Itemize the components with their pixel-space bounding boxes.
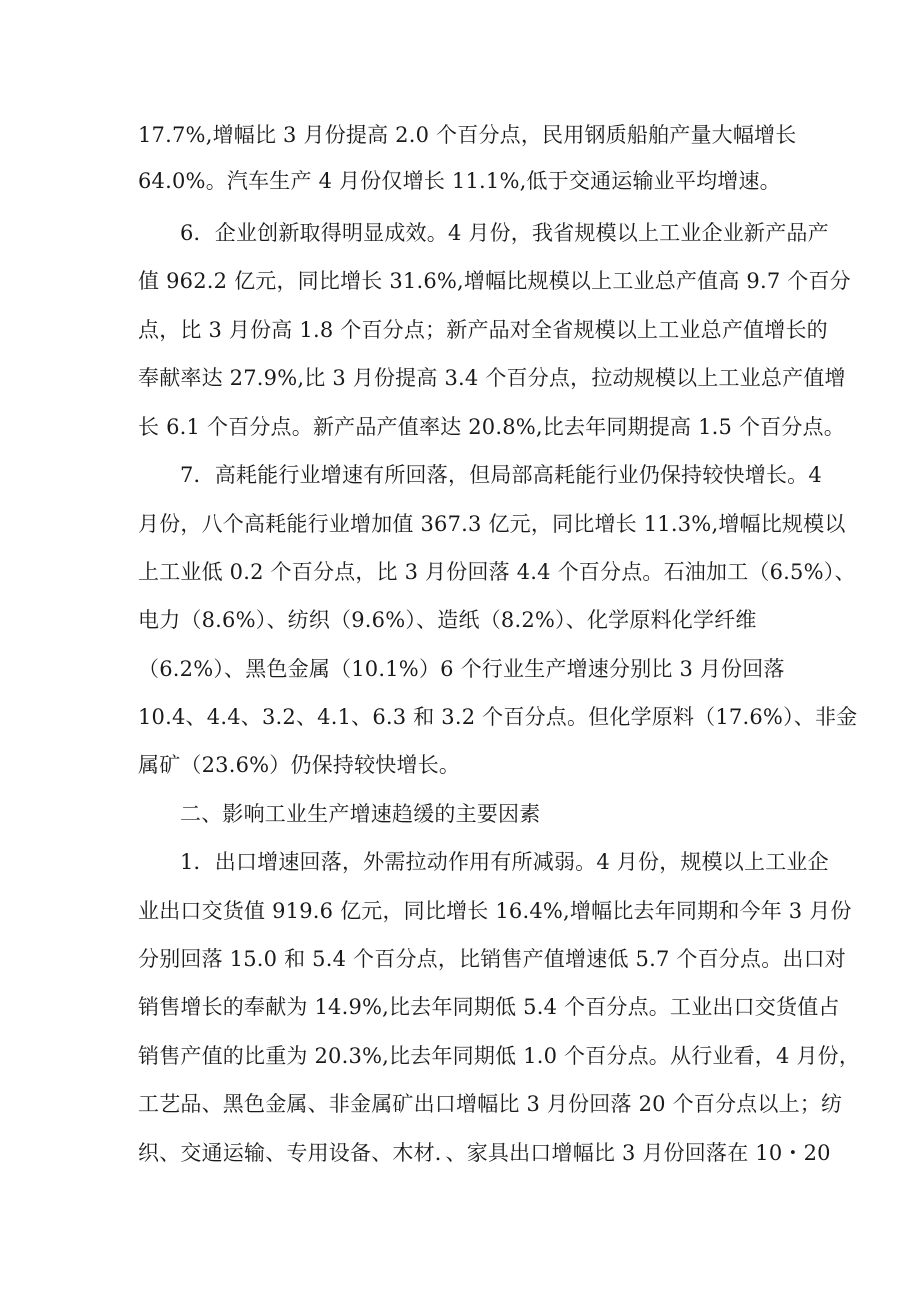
text-line-20: 销售产值的比重为 20.3%,比去年同期低 1.0 个百分点。从行业看，4 月份，: [138, 1044, 861, 1068]
text-line-14: 属矿（23.6%）仍保持较快增长。: [138, 753, 461, 777]
text-line-4: 值 962.2 亿元，同比增长 31.6%,增幅比规模以上工业总产值高 9.7 个百分: [138, 269, 851, 293]
text-line-18: 分别回落 15.0 和 5.4 个百分点，比销售产值增速低 5.7 个百分点。出口对: [138, 947, 847, 971]
section-heading: 二、影响工业生产增速趋缓的主要因素: [180, 802, 541, 826]
text-line-17: 业出口交货值 919.6 亿元，同比增长 16.4%,增幅比去年同期和今年 3 月份: [138, 899, 852, 923]
text-line-8: 7．高耗能行业增速有所回落，但局部高耗能行业仍保持较快增长。4: [180, 463, 822, 487]
text-line-6: 奉献率达 27.9%,比 3 月份提高 3.4 个百分点，拉动规模以上工业总产值增: [138, 366, 846, 390]
text-line-21: 工艺品、黑色金属、非金属矿出口增幅比 3 月份回落 20 个百分点以上；纺: [138, 1092, 843, 1116]
text-line-9: 月份，八个高耗能行业增加值 367.3 亿元，同比增长 11.3%,增幅比规模以: [138, 512, 846, 536]
text-line-5: 点，比 3 月份高 1.8 个百分点；新产品对全省规模以上工业总产值增长的: [138, 318, 828, 342]
text-line-22: 织、交通运输、专用设备、木材．、家具出口增幅比 3 月份回落在 10・20: [138, 1141, 831, 1165]
text-line-11: 电力（8.6%）、纺织（9.6%）、造纸（8.2%）、化学原料化学纤维: [138, 608, 757, 632]
text-line-7: 长 6.1 个百分点。新产品产值率达 20.8%,比去年同期提高 1.5 个百分点。: [138, 415, 845, 439]
text-line-16: 1．出口增速回落，外需拉动作用有所减弱。4 月份，规模以上工业企: [180, 850, 829, 874]
text-line-13: 10.4、4.4、3.2、4.1、6.3 和 3.2 个百分点。但化学原料（17.6%）、非金: [138, 705, 858, 729]
text-line-19: 销售增长的奉献为 14.9%,比去年同期低 5.4 个百分点。工业出口交货值占: [138, 995, 840, 1019]
text-line-10: 上工业低 0.2 个百分点，比 3 月份回落 4.4 个百分点。石油加工（6.5%）、: [138, 560, 856, 584]
text-line-3: 6．企业创新取得明显成效。4 月份，我省规模以上工业企业新产品产: [180, 221, 829, 245]
text-line-12: （6.2%）、黑色金属（10.1%）6 个行业生产增速分别比 3 月份回落: [138, 657, 785, 681]
text-line-2: 64.0%。汽车生产 4 月份仅增长 11.1%,低于交通运输业平均增速。: [138, 169, 781, 193]
text-line-1: 17.7%,增幅比 3 月份提高 2.0 个百分点，民用钢质船舶产量大幅增长: [138, 123, 797, 147]
